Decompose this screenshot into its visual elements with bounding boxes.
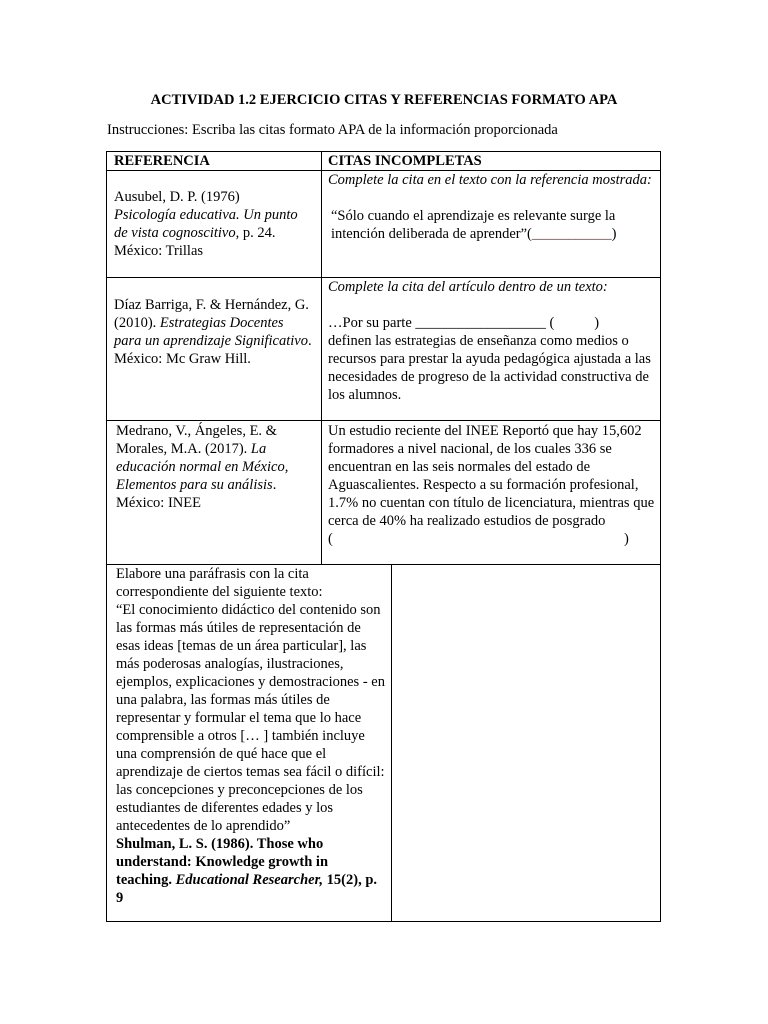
citation-blank: ___________ [531,226,612,242]
reference-author: Díaz Barriga, F. & Hernández, G. (2010). [114,297,309,331]
citation-paren-open: ( [328,531,333,547]
reference-title: La educación normal en México, Elementos para su análisis [116,441,289,493]
reference-author: Ausubel, D. P. (1976) [114,189,240,205]
reference-cell [116,422,312,512]
citation-text [328,207,658,243]
reference-tail: . México: Mc Graw Hill. [114,333,312,367]
citation-text: definen las estrategias de enseñanza como medios o recursos para prestar la ayuda pedagógica ajustada a las necesidades de progreso de la actividad constructiva de los alumnos. [328,333,651,403]
instructions-text: Instrucciones: Escriba las citas formato APA de la información proporcionada [107,122,558,138]
table-border [660,151,661,922]
source-volume: 15(2), p. 9 [116,872,378,906]
citation-line: …Por su parte __________________ ( ) [328,315,600,331]
citation-cell [328,278,654,404]
reference-title: Estrategias Docentes para un aprendizaje Significativo [114,315,308,349]
citation-paren-close: ) [624,531,629,547]
table-border [106,420,661,421]
citation-quote: “Sólo cuando el aprendizaje es relevante surge la intención deliberada de aprender”( [331,208,616,242]
reference-author: Medrano, V., Ángeles, E. & Morales, M.A. (2017). [116,423,277,457]
reference-tail: . México: INEE [116,477,277,511]
paraphrase-quote: “El conocimiento didáctico del contenido son las formas más útiles de representación de esas ideas [temas de un área particular], las más poderosas analogías, ilustraciones, ejemplos, explicaciones y demostraciones - en una palabra, las formas más útiles de representar y formular el tema que lo hace comprensible a otros [… ] también incluye una comprensión de qué hace que el aprendizaje de ciertos temas sea fácil o difícil: las concepciones y preconcepciones de los estudiantes de diferentes edades y los antecedentes de lo aprendido” [116,602,385,834]
paraphrase-answer-cell[interactable] [392,565,660,921]
paraphrase-source [116,835,386,907]
table-border [321,151,322,565]
table-border [106,921,661,922]
paraphrase-instruction: Elabore una paráfrasis con la cita correspondiente del siguiente texto: [116,566,323,600]
document-title: ACTIVIDAD 1.2 EJERCICIO CITAS Y REFERENCIAS FORMATO APA [150,92,618,108]
reference-tail: , p. 24. México: Trillas [114,225,276,259]
citation-instruction: Complete la cita del artículo dentro de un texto: [328,279,608,295]
citation-instruction: Complete la cita en el texto con la referencia mostrada: [328,172,652,188]
header-citas: CITAS INCOMPLETAS [328,153,482,169]
citation-cell [328,422,656,548]
reference-title: Psicología educativa. Un punto de vista cognoscitivo [114,207,298,241]
header-referencia: REFERENCIA [114,153,210,169]
reference-cell [114,188,314,260]
source-author: Shulman, L. S. (1986). Those who understand: Knowledge growth in teaching. [116,836,329,888]
reference-cell [114,296,314,368]
citation-close: ) [611,226,617,242]
citation-parens [328,530,656,548]
paraphrase-cell [116,565,386,907]
source-journal: Educational Researcher, [175,872,324,888]
citation-cell [328,171,658,243]
citation-text: Un estudio reciente del INEE Reportó que hay 15,602 formadores a nivel nacional, de los cuales 336 se encuentran en las seis normales del estado de Aguascalientes. Respecto a su formación profesional, 1.7% no cuentan con título de licenciatura, mientras que cerca de 40% ha realizado estudios de posgrado [328,423,655,529]
table-border [106,151,107,922]
